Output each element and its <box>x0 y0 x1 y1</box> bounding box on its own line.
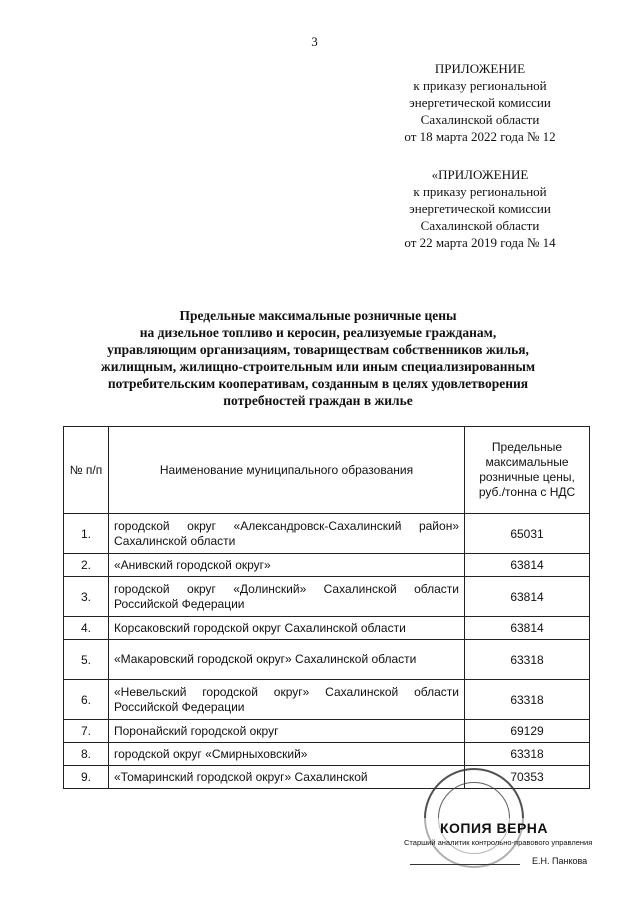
row-municipality: городской округ «Александровск-Сахалинский район» Сахалинской области <box>109 514 465 554</box>
certified-position: Старший аналитик контрольно-правового управления <box>404 838 593 847</box>
title-line: потребностей граждан в жилье <box>223 393 413 408</box>
table-row <box>64 720 590 743</box>
row-price: 63318 <box>465 680 590 720</box>
row-price: 63814 <box>465 554 590 577</box>
appendix-line: от 18 марта 2022 года № 12 <box>404 129 556 144</box>
table-row <box>64 617 590 640</box>
row-number: 6. <box>64 680 109 720</box>
certified-copy-stamp <box>400 818 606 878</box>
row-number: 3. <box>64 577 109 617</box>
appendix-line: энергетической комиссии <box>409 201 551 216</box>
row-municipality: Поронайский городской округ <box>109 720 465 743</box>
appendix-line: к приказу региональной <box>413 184 547 199</box>
appendix-line: Сахалинской области <box>420 112 540 127</box>
row-municipality: «Невельский городской округ» Сахалинской области Российской Федерации <box>109 680 465 720</box>
document-title <box>78 307 558 409</box>
row-price: 63814 <box>465 617 590 640</box>
signature-line <box>410 864 520 865</box>
row-price: 70353 <box>465 766 590 789</box>
title-line: на дизельное топливо и керосин, реализуемые гражданам, <box>139 325 497 340</box>
table-header-row <box>64 427 590 514</box>
appendix-header-original <box>360 166 600 251</box>
header-price: Предельные максимальные розничные цены, руб./тонна с НДС <box>465 427 590 514</box>
table-row <box>64 577 590 617</box>
row-municipality: Корсаковский городской округ Сахалинской области <box>109 617 465 640</box>
row-number: 2. <box>64 554 109 577</box>
title-line: потребительским кооперативам, созданным в целях удовлетворения <box>107 376 529 391</box>
row-price: 63814 <box>465 577 590 617</box>
row-number: 5. <box>64 640 109 680</box>
row-municipality: «Анивский городской округ» <box>109 554 465 577</box>
certified-name: Е.Н. Панкова <box>532 856 588 866</box>
row-municipality: «Томаринский городской округ» Сахалинской <box>109 766 465 789</box>
appendix-line: Сахалинской области <box>420 218 540 233</box>
row-number: 1. <box>64 514 109 554</box>
row-price: 63318 <box>465 743 590 766</box>
page-number: 3 <box>311 34 318 49</box>
title-line: жилищным, жилищно-строительным или иным специализированным <box>100 359 536 374</box>
header-municipality: Наименование муниципального образования <box>109 427 465 514</box>
row-price: 69129 <box>465 720 590 743</box>
appendix-line: ПРИЛОЖЕНИЕ <box>434 61 526 76</box>
appendix-line: от 22 марта 2019 года № 14 <box>404 235 556 250</box>
title-line: управляющим организациям, товариществам собственников жилья, <box>107 342 529 357</box>
table-row <box>64 554 590 577</box>
price-table <box>63 426 590 789</box>
appendix-line: к приказу региональной <box>413 78 547 93</box>
row-municipality: «Макаровский городской округ» Сахалинской области <box>109 640 465 680</box>
appendix-header-current <box>360 60 600 145</box>
table-row <box>64 743 590 766</box>
row-number: 4. <box>64 617 109 640</box>
row-municipality: городской округ «Долинский» Сахалинской области Российской Федерации <box>109 577 465 617</box>
row-number: 8. <box>64 743 109 766</box>
row-number: 7. <box>64 720 109 743</box>
appendix-line: энергетической комиссии <box>409 95 551 110</box>
title-line: Предельные максимальные розничные цены <box>179 308 457 323</box>
row-municipality: городской округ «Смирныховский» <box>109 743 465 766</box>
row-number: 9. <box>64 766 109 789</box>
row-price: 65031 <box>465 514 590 554</box>
table-row <box>64 514 590 554</box>
certified-title: КОПИЯ ВЕРНА <box>440 820 549 836</box>
table-row <box>64 640 590 680</box>
appendix-line: «ПРИЛОЖЕНИЕ <box>431 167 529 182</box>
header-number: № п/п <box>64 427 109 514</box>
table-row <box>64 680 590 720</box>
row-price: 63318 <box>465 640 590 680</box>
